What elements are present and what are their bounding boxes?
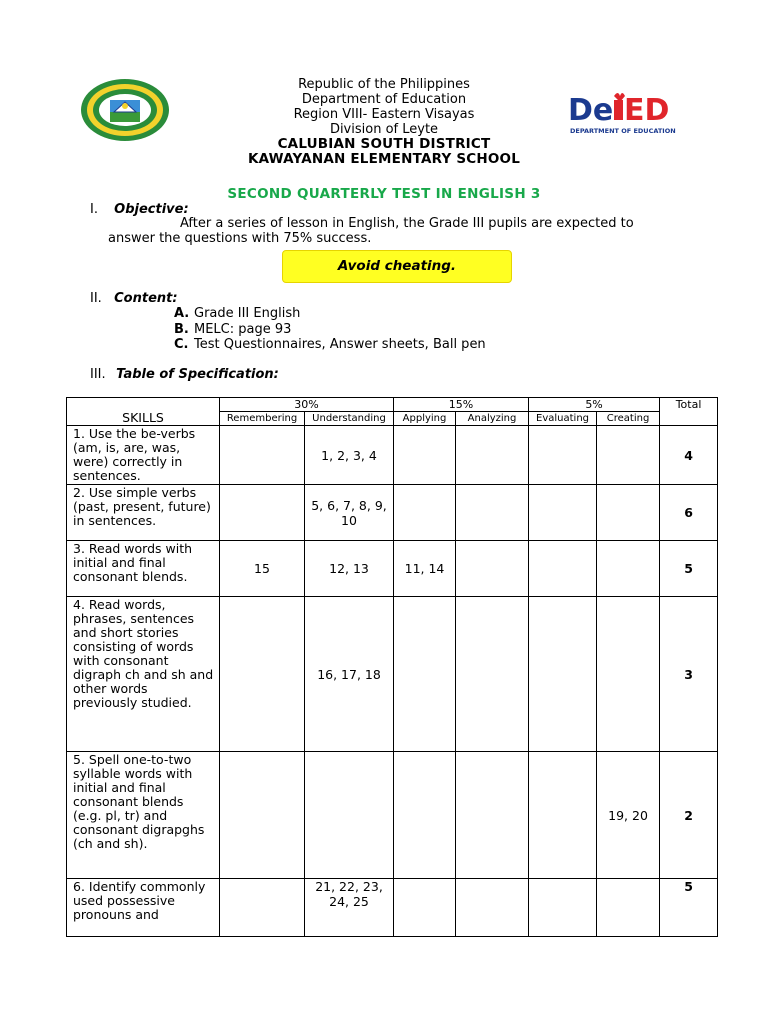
understanding-cell: 12, 13 [305,541,394,597]
total-cell: 3 [660,597,718,752]
sub-header-analyzing: Analyzing [456,412,529,426]
objective-text-line2: answer the questions with 75% success. [108,231,372,246]
section-tos-number: III. [90,367,106,382]
skill-cell: 3. Read words with initial and final consonant blends. [67,541,220,597]
total-cell: 4 [660,426,718,485]
analyzing-cell [456,485,529,541]
understanding-cell [305,752,394,879]
evaluating-cell [529,752,597,879]
header-district: CALUBIAN SOUTH DISTRICT [277,136,491,152]
total-cell: 6 [660,485,718,541]
sub-header-remembering: Remembering [220,412,305,426]
creating-cell [597,541,660,597]
creating-cell: 19, 20 [597,752,660,879]
content-item-c: C. Test Questionnaires, Answer sheets, Ball pen [174,337,486,352]
remembering-cell [220,426,305,485]
table-row [67,752,718,879]
header-region: Region VIII- Eastern Visayas [293,107,475,122]
analyzing-cell [456,541,529,597]
skill-cell: 1. Use the be-verbs (am, is, are, was, were) correctly in sentences. [67,426,220,485]
content-list [174,306,486,353]
header-republic: Republic of the Philippines [298,77,470,92]
applying-cell [394,752,456,879]
remembering-cell: 15 [220,541,305,597]
evaluating-cell [529,541,597,597]
evaluating-cell [529,879,597,937]
applying-cell [394,879,456,937]
creating-cell [597,879,660,937]
section-content [90,291,178,306]
group-header-15: 15% [394,398,529,412]
remembering-cell [220,597,305,752]
section-content-number: II. [90,291,102,306]
creating-cell [597,597,660,752]
analyzing-cell [456,597,529,752]
document-header [0,77,768,167]
objective-text-line1: After a series of lesson in English, the Grade III pupils are expected to [180,216,634,231]
understanding-cell: 21, 22, 23, 24, 25 [305,879,394,937]
table-row [67,485,718,541]
deped-logo-text-a: De [568,93,614,128]
understanding-cell: 1, 2, 3, 4 [305,426,394,485]
table-of-specification [66,397,718,937]
sub-header-understanding: Understanding [305,412,394,426]
objective-text [108,216,688,246]
evaluating-cell [529,426,597,485]
evaluating-cell [529,485,597,541]
section-objective-label: Objective: [114,202,189,217]
table-row [67,879,718,937]
remembering-cell [220,879,305,937]
total-header: Total [660,398,718,426]
section-tos-label: Table of Specification: [116,367,279,382]
group-header-30: 30% [220,398,394,412]
remembering-cell [220,485,305,541]
section-objective [90,202,189,217]
deped-logo-text-b: ED [624,93,670,128]
sub-header-creating: Creating [597,412,660,426]
applying-cell [394,597,456,752]
total-cell: 5 [660,541,718,597]
deped-logo-subtext: DEPARTMENT OF EDUCATION [570,127,676,135]
applying-cell: 11, 14 [394,541,456,597]
creating-cell [597,485,660,541]
table-row [67,597,718,752]
header-school: KAWAYANAN ELEMENTARY SCHOOL [247,151,521,167]
section-objective-number: I. [90,202,98,217]
skill-cell: 2. Use simple verbs (past, present, future) in sentences. [67,485,220,541]
skill-cell: 6. Identify commonly used possessive pronouns and [67,879,220,937]
creating-cell [597,426,660,485]
evaluating-cell [529,597,597,752]
analyzing-cell [456,426,529,485]
remembering-cell [220,752,305,879]
analyzing-cell [456,752,529,879]
section-tos [90,367,279,382]
total-cell: 5 [660,879,718,937]
understanding-cell: 5, 6, 7, 8, 9, 10 [305,485,394,541]
header-department: Department of Education [301,92,467,107]
skills-header: SKILLS [67,398,220,426]
header-division: Division of Leyte [329,122,439,137]
total-cell: 2 [660,752,718,879]
table-row [67,541,718,597]
analyzing-cell [456,879,529,937]
table-row [67,426,718,485]
avoid-cheating-banner: Avoid cheating. [282,250,512,283]
group-header-5: 5% [529,398,660,412]
understanding-cell: 16, 17, 18 [305,597,394,752]
sub-header-applying: Applying [394,412,456,426]
skill-cell: 4. Read words, phrases, sentences and short stories consisting of words with consonant digraph ch and sh and other words previously studied. [67,597,220,752]
applying-cell [394,426,456,485]
test-title: SECOND QUARTERLY TEST IN ENGLISH 3 [227,186,541,202]
sub-header-evaluating: Evaluating [529,412,597,426]
skill-cell: 5. Spell one-to-two syllable words with initial and final consonant blends (e.g. pl, tr) and consonant digrapghs (ch and sh). [67,752,220,879]
content-item-b: B. MELC: page 93 [174,321,292,337]
applying-cell [394,485,456,541]
section-content-label: Content: [114,291,178,306]
content-item-a: A. Grade III English [174,306,301,321]
